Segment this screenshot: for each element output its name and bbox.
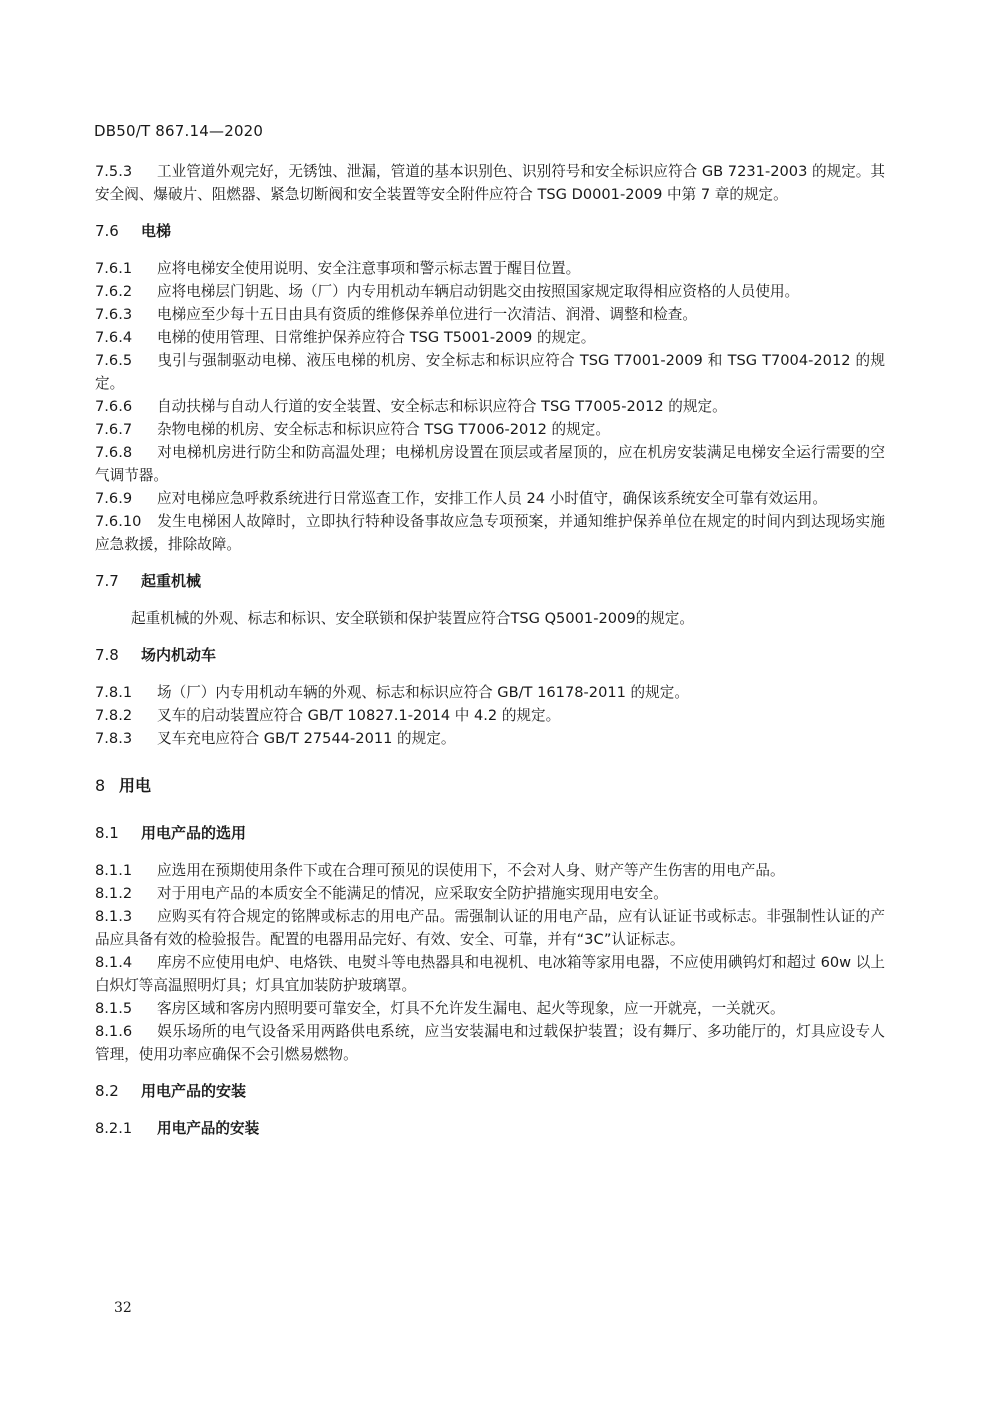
clause-number: 8.1.2 bbox=[95, 885, 133, 902]
section-title: 场内机动车 bbox=[141, 646, 217, 664]
clause-8-1-6 bbox=[95, 1020, 885, 1066]
subsection-number: 8.2.1 bbox=[95, 1120, 133, 1137]
clause-number: 7.6.10 bbox=[95, 513, 142, 530]
clause-text: 电梯的使用管理、日常维护保养应符合 TSG T5001-2009 的规定。 bbox=[157, 329, 596, 346]
section-title: 用电产品的选用 bbox=[141, 824, 247, 842]
chapter-title: 用电 bbox=[119, 776, 152, 795]
clause-text: 自动扶梯与自动人行道的安全装置、安全标志和标识应符合 TSG T7005-2012 的规定。 bbox=[157, 398, 727, 415]
clause-number: 7.8.1 bbox=[95, 684, 133, 701]
clause-7-6-9 bbox=[95, 487, 885, 510]
clause-number: 7.8.3 bbox=[95, 730, 133, 747]
document-code: DB50/T 867.14—2020 bbox=[94, 122, 264, 140]
clause-number: 8.1.5 bbox=[95, 1000, 133, 1017]
section-number: 7.8 bbox=[95, 646, 119, 664]
chapter-number: 8 bbox=[95, 776, 106, 795]
clause-7-8-2 bbox=[95, 704, 885, 727]
clause-number: 7.6.8 bbox=[95, 444, 133, 461]
clause-number: 8.1.1 bbox=[95, 862, 133, 879]
section-heading-7-7 bbox=[95, 570, 885, 593]
clause-7-6-6 bbox=[95, 395, 885, 418]
clause-7-8-3 bbox=[95, 727, 885, 750]
clause-number: 7.6.4 bbox=[95, 329, 133, 346]
clause-text: 应将电梯层门钥匙、场（厂）内专用机动车辆启动钥匙交由按照国家规定取得相应资格的人员使用。 bbox=[157, 283, 800, 300]
clause-text: 叉车的启动装置应符合 GB/T 10827.1-2014 中 4.2 的规定。 bbox=[157, 707, 561, 724]
section-heading-8-1 bbox=[95, 822, 885, 845]
subsection-heading-8-2-1 bbox=[95, 1117, 885, 1140]
section-number: 7.7 bbox=[95, 572, 119, 590]
clause-text: 对于用电产品的本质安全不能满足的情况，应采取安全防护措施实现用电安全。 bbox=[157, 885, 668, 902]
clause-number: 7.6.6 bbox=[95, 398, 133, 415]
clause-text: 客房区域和客房内照明要可靠安全，灯具不允许发生漏电、起火等现象，应一开就亮，一关就灭。 bbox=[157, 1000, 785, 1017]
clause-7-6-8 bbox=[95, 441, 885, 487]
clause-number: 7.6.3 bbox=[95, 306, 133, 323]
section-title: 用电产品的安装 bbox=[141, 1082, 247, 1100]
clause-7-6-4 bbox=[95, 326, 885, 349]
clause-number: 7.6.9 bbox=[95, 490, 133, 507]
section-heading-7-8 bbox=[95, 644, 885, 667]
clause-number: 8.1.6 bbox=[95, 1023, 133, 1040]
page-number: 32 bbox=[114, 1300, 132, 1316]
clause-text: 工业管道外观完好，无锈蚀、泄漏，管道的基本识别色、识别符号和安全标识应符合 GB 7231-2003 的规定。其安全阀、爆破片、阻燃器、紧急切断阀和安全装置等安全附件应符合 TSG D0001-2009 中第 7 章的规定。 bbox=[95, 163, 885, 203]
clause-8-1-1 bbox=[95, 859, 885, 882]
clause-text: 娱乐场所的电气设备采用两路供电系统，应当安装漏电和过载保护装置；设有舞厅、多功能厅的，灯具应设专人管理，使用功率应确保不会引燃易燃物。 bbox=[95, 1023, 885, 1063]
clause-text: 电梯应至少每十五日由具有资质的维修保养单位进行一次清洁、润滑、调整和检查。 bbox=[157, 306, 697, 323]
clause-text: 杂物电梯的机房、安全标志和标识应符合 TSG T7006-2012 的规定。 bbox=[157, 421, 610, 438]
clause-text: 库房不应使用电炉、电烙铁、电熨斗等电热器具和电视机、电冰箱等家用电器，不应使用碘钨灯和超过 60w 以上白炽灯等高温照明灯具；灯具宜加装防护玻璃罩。 bbox=[95, 954, 885, 994]
clause-text: 曳引与强制驱动电梯、液压电梯的机房、安全标志和标识应符合 TSG T7001-2009 和 TSG T7004-2012 的规定。 bbox=[95, 352, 885, 392]
clause-7-6-2 bbox=[95, 280, 885, 303]
section-number: 8.1 bbox=[95, 824, 119, 842]
clause-number: 7.6.7 bbox=[95, 421, 133, 438]
clause-8-1-4 bbox=[95, 951, 885, 997]
clause-7-5-3 bbox=[95, 160, 885, 206]
subsection-title: 用电产品的安装 bbox=[157, 1120, 260, 1137]
clause-number: 7.5.3 bbox=[95, 163, 133, 180]
clause-text: 应选用在预期使用条件下或在合理可预见的误使用下，不会对人身、财产等产生伤害的用电产品。 bbox=[157, 862, 785, 879]
section-title: 起重机械 bbox=[141, 572, 202, 590]
clause-number: 7.6.2 bbox=[95, 283, 133, 300]
section-number: 7.6 bbox=[95, 222, 119, 240]
clause-7-6-1 bbox=[95, 257, 885, 280]
clause-number: 7.6.1 bbox=[95, 260, 133, 277]
section-heading-8-2 bbox=[95, 1080, 885, 1103]
clause-text: 场（厂）内专用机动车辆的外观、标志和标识应符合 GB/T 16178-2011 的规定。 bbox=[157, 684, 689, 701]
clause-7-6-3 bbox=[95, 303, 885, 326]
clause-text: 叉车充电应符合 GB/T 27544-2011 的规定。 bbox=[157, 730, 456, 747]
clause-text: 对电梯机房进行防尘和防高温处理；电梯机房设置在顶层或者屋顶的，应在机房安装满足电梯安全运行需要的空气调节器。 bbox=[95, 444, 885, 484]
clause-number: 8.1.4 bbox=[95, 954, 133, 971]
clause-8-1-2 bbox=[95, 882, 885, 905]
clause-text: 发生电梯困人故障时，立即执行特种设备事故应急专项预案，并通知维护保养单位在规定的时间内到达现场实施应急救援，排除故障。 bbox=[95, 513, 885, 553]
clause-number: 7.8.2 bbox=[95, 707, 133, 724]
clause-number: 8.1.3 bbox=[95, 908, 133, 925]
clause-text: 应购买有符合规定的铭牌或标志的用电产品。需强制认证的用电产品，应有认证证书或标志。非强制性认证的产品应具备有效的检验报告。配置的电器用品完好、有效、安全、可靠，并有“3C”认证标志。 bbox=[95, 908, 885, 948]
section-number: 8.2 bbox=[95, 1082, 119, 1100]
clause-8-1-3 bbox=[95, 905, 885, 951]
clause-8-1-5 bbox=[95, 997, 885, 1020]
clause-7-6-7 bbox=[95, 418, 885, 441]
clause-text: 应对电梯应急呼救系统进行日常巡查工作，安排工作人员 24 小时值守，确保该系统安全可靠有效运用。 bbox=[157, 490, 827, 507]
paragraph-7-7: 起重机械的外观、标志和标识、安全联锁和保护装置应符合TSG Q5001-2009的规定。 bbox=[131, 610, 694, 627]
chapter-heading-8 bbox=[95, 774, 885, 798]
section-title: 电梯 bbox=[141, 222, 172, 240]
clause-7-6-10 bbox=[95, 510, 885, 556]
document-body bbox=[95, 160, 885, 1140]
clause-number: 7.6.5 bbox=[95, 352, 133, 369]
clause-7-8-1 bbox=[95, 681, 885, 704]
section-heading-7-6 bbox=[95, 220, 885, 243]
clause-7-6-5 bbox=[95, 349, 885, 395]
clause-text: 应将电梯安全使用说明、安全注意事项和警示标志置于醒目位置。 bbox=[157, 260, 581, 277]
